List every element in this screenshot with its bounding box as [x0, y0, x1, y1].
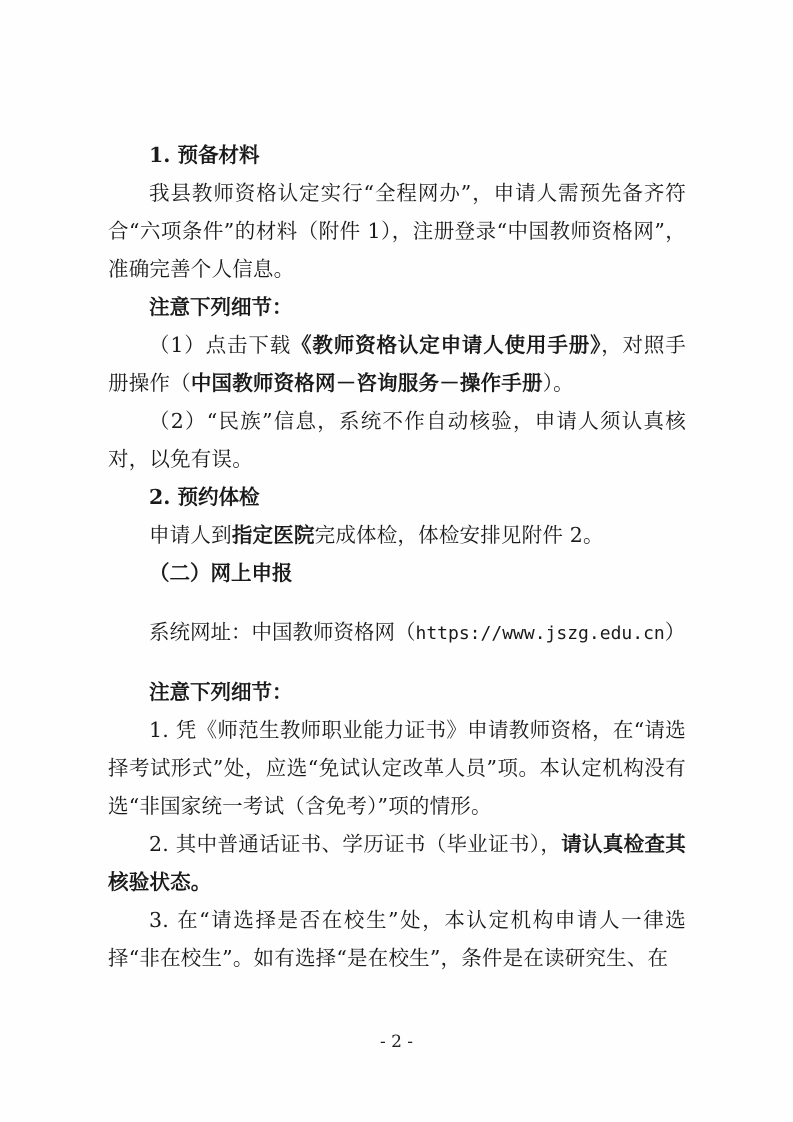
- run-text: （1）点击下载: [149, 333, 292, 357]
- paragraph-system-url: [108, 613, 686, 653]
- system-url: https://www.jszg.edu.cn: [415, 622, 665, 644]
- page-number-footer: - 2 -: [379, 1032, 414, 1052]
- paragraph-item-1-ability-certificate: 1. 凭《师范生教师职业能力证书》申请教师资格，在“请选择考试形式”处，应选“免试认定改革人员”项。本认定机构没有选“非国家统一考试（含免考）”项的情形。: [108, 718, 686, 818]
- section-heading-prepare-materials: 1. 预备材料: [149, 143, 260, 167]
- document-body: [108, 136, 686, 977]
- run-text: 2. 其中普通话证书、学历证书（毕业证书），: [149, 832, 562, 856]
- paragraph-item-2-certificates-check: [108, 825, 686, 901]
- run-text: 申请人到: [149, 523, 232, 547]
- section-heading-book-medical-exam: 2. 预约体检: [149, 485, 260, 509]
- paragraph-item-1-download-manual: [108, 326, 686, 402]
- run-text-bold: 中国教师资格网－咨询服务－操作手册: [190, 371, 543, 395]
- paragraph-item-2-nationality-info: （2）“民族”信息，系统不作自动核验，申请人须认真核对，以免有误。: [108, 409, 686, 471]
- url-suffix-text: ）: [664, 619, 686, 644]
- section-heading-notice-details-2: 注意下列细节：: [149, 680, 293, 704]
- section-heading-online-application: （二）网上申报: [149, 561, 293, 585]
- run-text: 完成体检，体检安排见附件 2。: [314, 523, 604, 547]
- run-text-bold: 《教师资格认定申请人使用手册》: [291, 333, 602, 357]
- paragraph-medical-exam: [108, 516, 686, 554]
- run-text: ）。: [542, 371, 574, 395]
- run-text-bold: 指定医院: [231, 523, 315, 547]
- paragraph-item-3-student-status: 3. 在“请选择是否在校生”处，本认定机构申请人一律选择“非在校生”。如有选择“是在校生”，条件是在读研究生、在: [108, 908, 686, 970]
- url-prefix-text: 系统网址：中国教师资格网（: [149, 619, 416, 644]
- section-heading-notice-details-1: 注意下列细节：: [149, 295, 293, 319]
- run-text-bold: 请认真检查其核验状态。: [108, 832, 686, 894]
- run-text: ，对照手册操作（: [108, 333, 686, 395]
- paragraph-prepare-materials: 我县教师资格认定实行“全程网办”，申请人需预先备齐符合“六项条件”的材料（附件 1），注册登录“中国教师资格网”，准确完善个人信息。: [108, 181, 686, 281]
